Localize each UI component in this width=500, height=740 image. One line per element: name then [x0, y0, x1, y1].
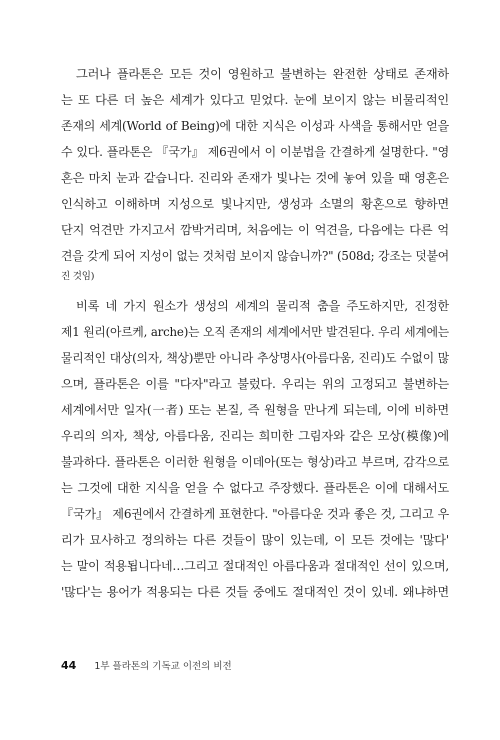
text-line-18: 『국가』 제6권에서 간결하게 표현한다. "아름다운 것과 좋은 것, 그리고 우 — [61, 507, 449, 521]
text-line-15: 우리의 의자, 책상, 아름다움, 진리는 희미한 그림자와 같은 모상(模像)에 — [61, 429, 449, 443]
text-line-8: 견을 갖게 되어 지성이 없는 것처럼 보이지 않습니까?" (508d; 강조는 덧붙여 — [61, 249, 449, 263]
running-head: 1부 플라톤의 기독교 이전의 비전 — [94, 661, 232, 672]
text-line-16: 불과하다. 플라톤은 이러한 원형을 이데아(또는 형상)라고 부르며, 감각으로 — [61, 455, 449, 469]
text-line-7: 단지 억견만 가지고서 깜박거리며, 처음에는 이 억견을, 다음에는 다른 억 — [61, 223, 449, 237]
text-line-5: 혼은 마치 눈과 같습니다. 진리와 존재가 빛나는 것에 놓여 있을 때 영혼은 — [61, 171, 449, 185]
text-line-3: 존재의 세계(World of Being)에 대한 지식은 이성과 사색을 통해서만 얻을 — [61, 119, 449, 133]
page-number: 44 — [61, 659, 77, 672]
text-line-12: 물리적인 대상(의자, 책상)뿐만 아니라 추상명사(아름다움, 진리)도 수없이 많 — [61, 351, 449, 365]
text-line-13: 으며, 플라톤은 이를 "다자"라고 불렀다. 우리는 위의 고정되고 불변하는 — [61, 377, 449, 391]
text-line-9: 진 것임) — [61, 271, 95, 282]
text-line-19: 리가 묘사하고 정의하는 다른 것들이 많이 있는데, 이 모든 것에는 '많다' — [61, 533, 449, 547]
text-line-17: 는 그것에 대한 지식을 얻을 수 없다고 주장했다. 플라톤은 이에 대해서도 — [61, 481, 449, 495]
text-line-6: 인식하고 이해하며 지성으로 빛나지만, 생성과 소멸의 황혼으로 향하면 — [61, 197, 449, 211]
text-line-4: 수 있다. 플라톤은 『국가』 제6권에서 이 이분법을 간결하게 설명한다. "영 — [61, 145, 449, 159]
text-line-10: 비록 네 가지 원소가 생성의 세계의 물리적 춤을 주도하지만, 진정한 — [76, 299, 449, 313]
text-line-21: '많다'는 용어가 적용되는 다른 것들 중에도 절대적인 것이 있네. 왜냐하면 — [61, 585, 449, 599]
text-line-2: 는 또 다른 더 높은 세계가 있다고 믿었다. 눈에 보이지 않는 비물리적인 — [61, 93, 449, 107]
text-line-11: 제1 원리(아르케, arche)는 오직 존재의 세계에서만 발견된다. 우리 세계에는 — [61, 325, 449, 339]
text-line-14: 세계에서만 일자(一者) 또는 본질, 즉 원형을 만나게 되는데, 이에 비하면 — [61, 403, 449, 417]
text-line-20: 는 말이 적용됩니다네…그리고 절대적인 아름다움과 절대적인 선이 있으며, — [61, 559, 449, 573]
text-line-1: 그러나 플라톤은 모든 것이 영원하고 불변하는 완전한 상태로 존재하 — [76, 67, 449, 81]
page-footer — [61, 658, 232, 674]
